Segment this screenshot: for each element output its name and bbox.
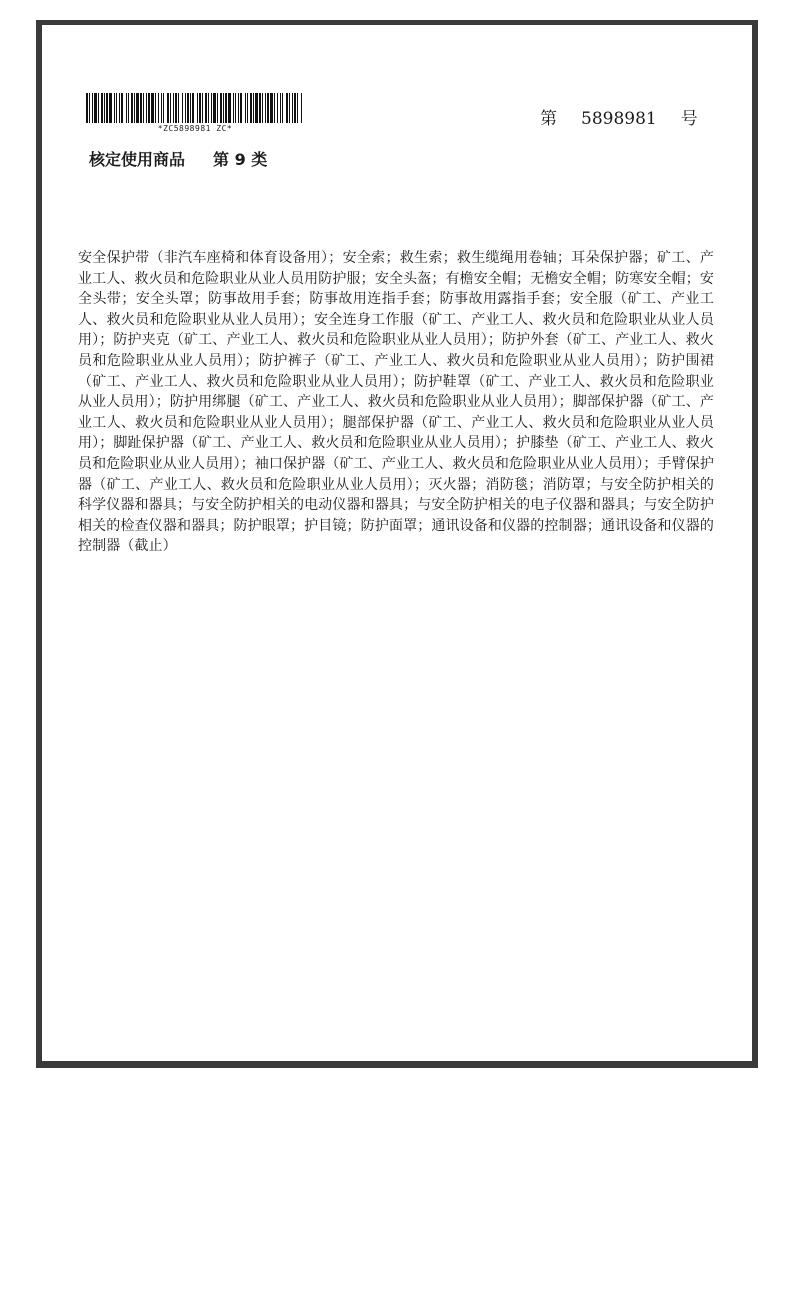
barcode-block [86,93,304,133]
registration-suffix: 号 [680,109,698,129]
registration-prefix: 第 [540,109,557,129]
goods-heading [89,147,267,170]
class-label: 第 9 类 [213,150,268,169]
registration-number-value: 5898981 [581,109,657,129]
barcode-text: *ZC5898981 ZC* [157,124,233,133]
heading-label: 核定使用商品 [89,150,186,169]
goods-list-paragraph: 安全保护带（非汽车座椅和体育设备用）；安全索；救生索；救生缆绳用卷轴；耳朵保护器；矿工、产业工人、救火员和危险职业从业人员用防护服；安全头盔；有檐安全帽；无檐安全帽；防寒安全帽；安全头带；安全头罩；防事故用手套；防事故用连指手套；防事故用露指手套；安全服（矿工、产业工人、救火员和危险职业从业人员用）；安全连身工作服（矿工、产业工人、救火员和危险职业从业人员用）；防护夹克（矿工、产业工人、救火员和危险职业从业人员用）；防护外套（矿工、产业工人、救火员和危险职业从业人员用）；防护裤子（矿工、产业工人、救火员和危险职业从业人员用）；防护围裙（矿工、产业工人、救火员和危险职业从业人员用）；防护鞋罩（矿工、产业工人、救火员和危险职业从业人员用）；防护用绑腿（矿工、产业工人、救火员和危险职业从业人员用）；脚部保护器（矿工、产业工人、救火员和危险职业从业人员用）；腿部保护器（矿工、产业工人、救火员和危险职业从业人员用）；脚趾保护器（矿工、产业工人、救火员和危险职业从业人员用）；护膝垫（矿工、产业工人、救火员和危险职业从业人员用）；袖口保护器（矿工、产业工人、救火员和危险职业从业人员用）；手臂保护器（矿工、产业工人、救火员和危险职业从业人员用）；灭火器；消防毯；消防罩；与安全防护相关的科学仪器和器具；与安全防护相关的电动仪器和器具；与安全防护相关的电子仪器和器具；与安全防护相关的检查仪器和器具；防护眼罩；护目镜；防护面罩；通讯设备和仪器的控制器；通讯设备和仪器的控制器（截止） [78,250,714,555]
registration-number [540,104,698,129]
barcode-image [86,93,304,123]
